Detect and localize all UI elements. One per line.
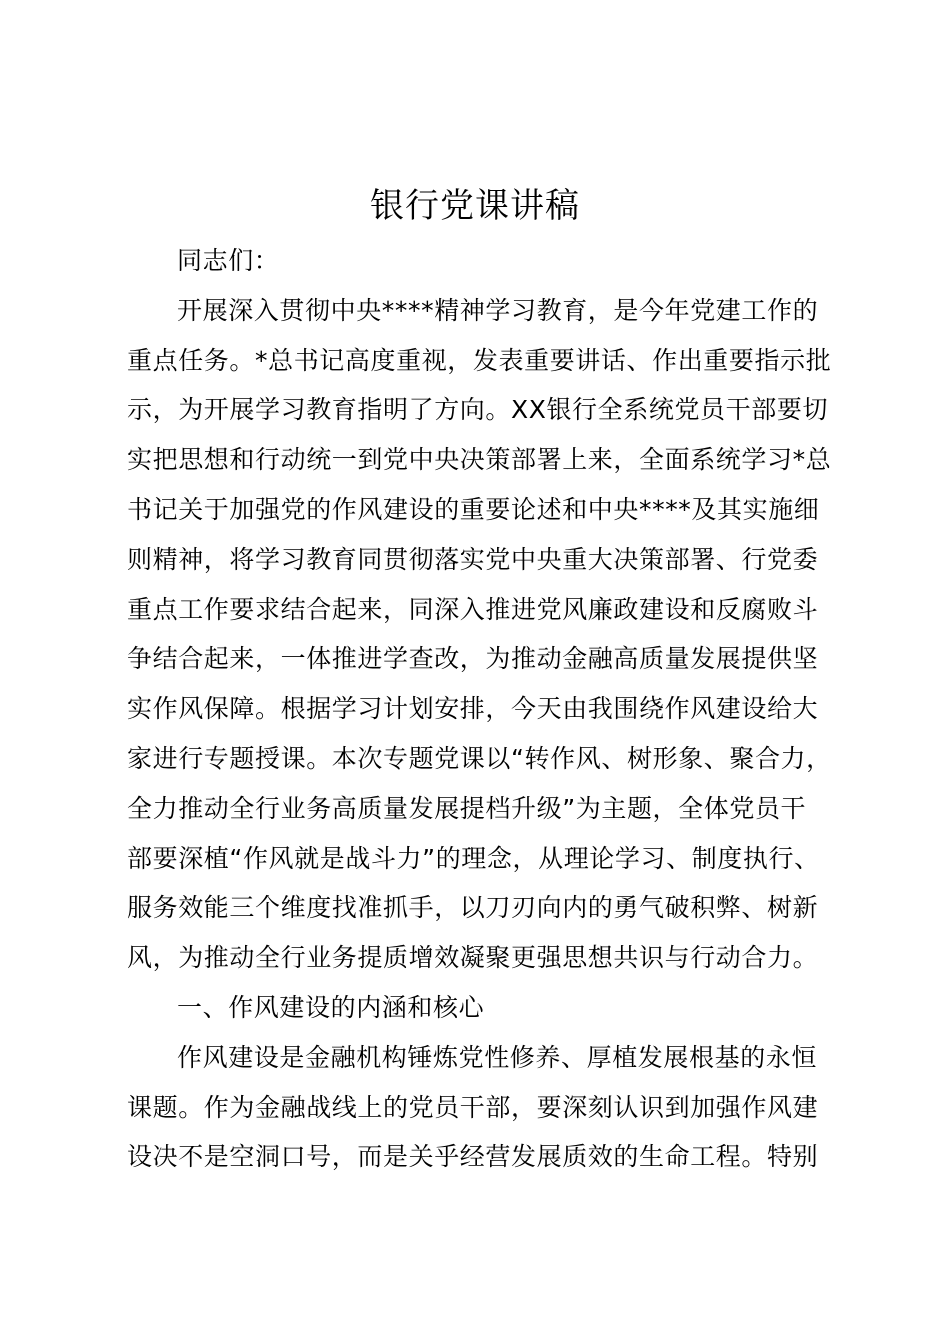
paragraph-line: 则精神，将学习教育同贯彻落实党中央重大决策部署、行党委 — [127, 544, 819, 574]
salutation: 同志们： — [177, 246, 280, 275]
paragraph-line: 部要深植“作风就是战斗力”的理念，从理论学习、制度执行、 — [127, 843, 820, 873]
paragraph-2 — [127, 1033, 839, 1182]
section-heading: 一、作风建设的内涵和核心 — [177, 992, 485, 1022]
paragraph-line: 实作风保障。根据学习计划安排，今天由我围绕作风建设给大 — [127, 694, 819, 724]
paragraph-line: 争结合起来，一体推进学查改，为推动金融高质量发展提供坚 — [127, 644, 819, 674]
paragraph-line: 重点工作要求结合起来，同深入推进党风廉政建设和反腐败斗 — [127, 594, 819, 624]
paragraph-line: 开展深入贯彻中央****精神学习教育，是今年党建工作的 — [177, 295, 819, 325]
paragraph-line: 作风建设是金融机构锤炼党性修养、厚植发展根基的永恒 — [177, 1042, 818, 1072]
document-body — [127, 236, 839, 1182]
paragraph-1 — [127, 286, 839, 983]
document-title: 银行党课讲稿 — [370, 186, 580, 226]
paragraph-line: 风，为推动全行业务提质增效凝聚更强思想共识与行动合力。 — [127, 943, 819, 973]
paragraph-line: 书记关于加强党的作风建设的重要论述和中央****及其实施细 — [127, 494, 820, 524]
paragraph-line: 示，为开展学习教育指明了方向。XX银行全系统党员干部要切 — [127, 395, 829, 425]
paragraph-line: 重点任务。*总书记高度重视，发表重要讲话、作出重要指示批 — [127, 345, 832, 375]
paragraph-line: 全力推动全行业务高质量发展提档升级”为主题，全体党员干 — [127, 793, 807, 823]
paragraph-line: 实把思想和行动统一到党中央决策部署上来，全面系统学习*总 — [127, 445, 832, 475]
paragraph-line: 家进行专题授课。本次专题党课以“转作风、树形象、聚合力， — [127, 743, 832, 773]
paragraph-line: 设决不是空洞口号，而是关乎经营发展质效的生命工程。特别 — [127, 1142, 819, 1172]
paragraph-line: 课题。作为金融战线上的党员干部，要深刻认识到加强作风建 — [127, 1092, 819, 1122]
paragraph-line: 服务效能三个维度找准抓手，以刀刃向内的勇气破积弊、树新 — [127, 893, 819, 923]
